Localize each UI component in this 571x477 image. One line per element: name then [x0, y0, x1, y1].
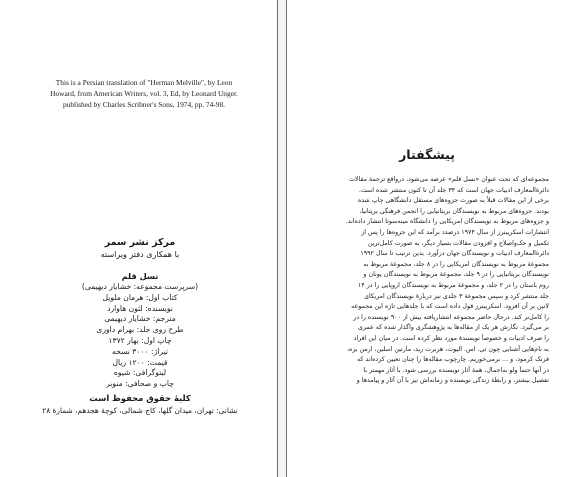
text-line: بر می‌گیرد. نگارش هر یک از مقاله‌ها به پژوهشگری واگذار شده که عمری [357, 324, 549, 332]
credit-line: This is a Persian translation of "Herman Melville", by Leon [55, 78, 233, 87]
detail-line: طرح روی جلد: بهرام داوری [96, 325, 184, 335]
text-line: لاتین بر آن افزود. اسکریبنرز قول داده است که با جلدهایی تازه این مجموعه [351, 303, 549, 311]
detail-line: چاپ اول: بهار ۱۳۷۲ [108, 335, 172, 345]
publication-info [40, 236, 240, 416]
series-title: نسل قلم [121, 271, 159, 281]
text-line: و جزوه‌های مربوط به نویسندگان امریکایی را دانشگاه مینه‌سوتا انتشار داده‌اند. [345, 218, 549, 226]
left-page [0, 0, 277, 477]
rights-notice: کلیهٔ حقوق محفوظ است [89, 392, 191, 403]
text-line: مجموعهٔ مربوط به نویسندگان امریکایی را در ۸ جلد، مجموعهٔ مربوط به [363, 260, 549, 268]
credit-line: published by Charles Scribner's Sons, 1974, pp. 74-98. [62, 100, 226, 110]
cooperation-line: با همکاری دفتر ویراسته [100, 250, 180, 259]
text-line: فرنک کرمود، و ... برمی‌خوریم. چارچوب مقاله‌ها را چنان تعیین کرده‌اند که [356, 356, 549, 364]
text-line: دائرةالمعارف ادبیات جهان است که ۳۴ جلد آن تا کنون منتشر شده است. [358, 186, 549, 194]
address-line: نشانی: تهران، میدان گلها، کاج شمالی، کوچهٔ هجدهم، شمارهٔ ۲۸ [42, 405, 238, 415]
page-divider [277, 0, 278, 477]
text-line: مجموعه‌ای که تحت عنوان «نسل قلم» عرضه می‌شود، درواقع ترجمهٔ مقالات [348, 176, 549, 183]
detail-line: (سرپرست مجموعه: خشایار دیهیمی) [81, 282, 199, 291]
text-line: را صرف ادبیات و خصوصاً نویسندهٔ مورد نظر کرده است. در میان این افراد [353, 334, 549, 342]
english-credit [24, 77, 264, 111]
page-heading: پیشگفتار [399, 147, 455, 162]
text-line: انتشارات اسکریبنرز از سال ۱۹۷۴ درصدد برآمد که این جزوه‌ها را پس از [361, 228, 549, 236]
text-line: روم باستان را در ۲ جلد، و مجموعهٔ مربوط به نویسندگان اروپایی را در ۱۴ [357, 281, 549, 289]
text-line: برخی از این مقالات قبلاً به صورت جزوه‌های مستقل دانشگاهی چاپ شده [357, 197, 549, 205]
text-line: تکمیل و حک‌واصلاح و افزودن مقالات بسیار دیگر، به صورت کامل‌ترین [367, 239, 549, 247]
detail-line: لیتوگرافی: شیوه [113, 368, 167, 378]
preface-paragraph [309, 175, 549, 387]
text-line: جلد منتشر کرد و سپس مجموعهٔ ۳ جلدی نیز دربارهٔ نویسندگان امریکای [364, 292, 549, 300]
credit-line: Howard, from American Writers, vol. 3, Ed, by Leonard Unger. [50, 89, 238, 99]
publisher-name: مرکز نشر سمر [104, 237, 176, 248]
detail-line: قیمت: ۱۲۰۰ ریال [112, 357, 168, 367]
detail-line: نویسنده: لئون هاوارد [107, 303, 173, 313]
text-line: به نام‌هایی آشنایی چون تی. اس. الیوت، هربرت رید، مارتین اسلین، ارمن بره، [346, 345, 549, 353]
text-line: تفصیل بیشتر، و رابطهٔ زندگی نویسنده و زمانه‌اش نیز با آن آثار و پیامدها و [356, 377, 549, 385]
text-line: دائرةالمعارف ادبیات و نویسندگان جهان درآورد. بدین ترتیب تا سال ۱۹۹۲ [360, 250, 549, 258]
text-line: بودند. جزوه‌های مربوط به نویسندگان بریتانیایی را انجمن فرهنگی بریتانیا، [359, 207, 549, 215]
text-line: نویسندگان بریتانیایی را در ۹ جلد، مجموعهٔ مربوط به نویسندگان یونان و [363, 271, 549, 279]
detail-line: کتاب اول: هرمان ملویل [102, 292, 178, 302]
detail-line: چاپ و صحافی: منوبر [106, 379, 174, 389]
text-line: در آنها حتماً ولو به‌اجمال، همهٔ آثار نویسنده بررسی شود. با آثار مهمتر با [363, 366, 549, 374]
text-line: را کامل‌تر کند. درحال حاضر مجموعه انتشاریافته بیش از ۹۰۰ نویسنده را در [353, 313, 549, 321]
detail-line: تیراژ: ۳۰۰۰ نسخه [112, 346, 168, 356]
detail-line: مترجم: خشایار دیهیمی [104, 314, 176, 324]
